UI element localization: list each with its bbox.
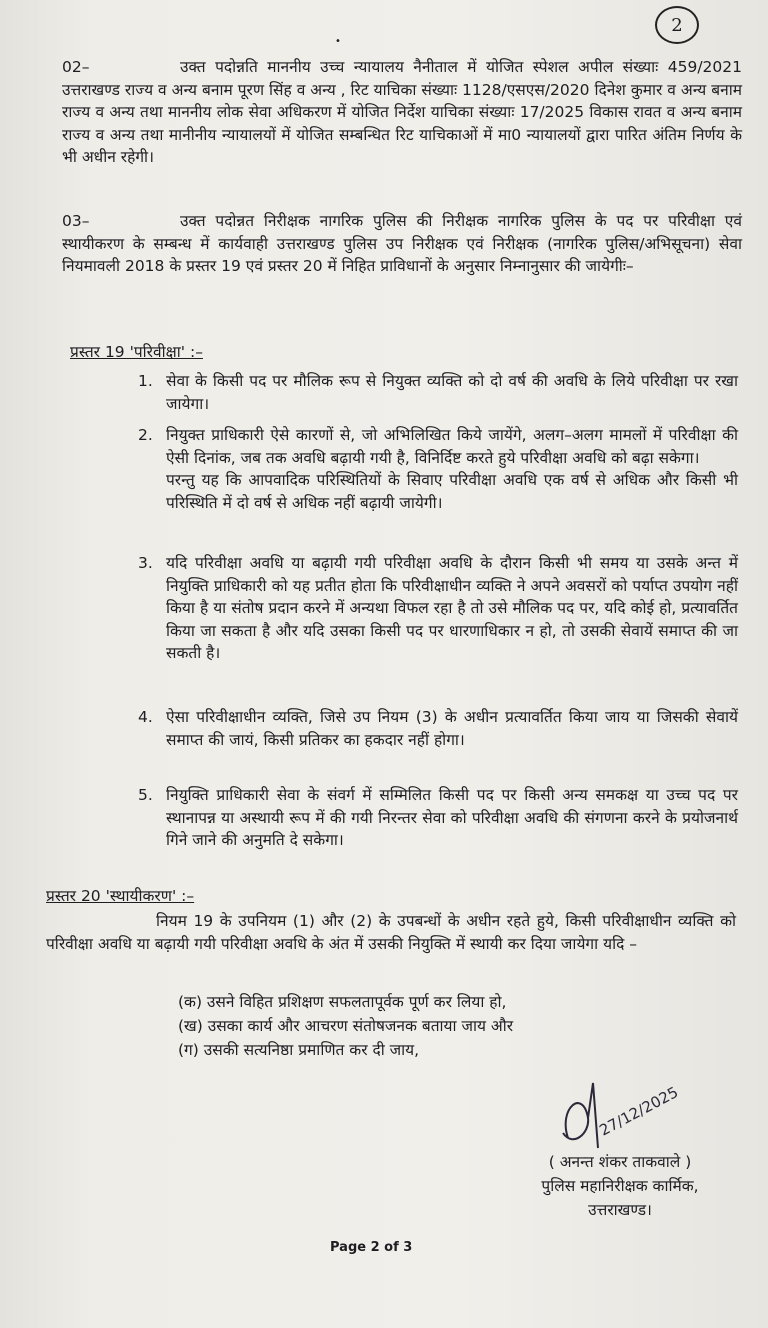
rule-20-text: नियम 19 के उपनियम (1) और (2) के उपबन्धों के अधीन रहते हुये, किसी परिवीक्षाधीन व्यक्ति को परिवीक्षा अवधि या बढ़ायी गयी परिवीक्षा अवधि के अंत में उसकी नियुक्ति में स्थायी कर दिया जायेगा यदि – bbox=[46, 912, 736, 953]
paragraph-number: 02– bbox=[62, 58, 90, 76]
paragraph-text: उक्त पदोन्नत निरीक्षक नागरिक पुलिस की निरीक्षक नागरिक पुलिस के पद पर परिवीक्षा एवं स्थायीकरण के सम्बन्ध में कार्यवाही उत्तराखण्ड पुलिस उप निरीक्षक एवं निरीक्षक (नागरिक पुलिस/अभिसूचना) सेवा नियमावली 2018 के प्रस्तर 19 एवं प्रस्तर 20 में निहित प्राविधानों के अनुसार निम्नानुसार की जायेगीः– bbox=[62, 212, 743, 275]
signature-date: 27/12/2025 bbox=[596, 1083, 682, 1140]
list-item bbox=[138, 370, 738, 415]
page-footer: Page 2 of 3 bbox=[330, 1240, 413, 1255]
page-marker-circle bbox=[655, 6, 699, 44]
section-heading-rule-20: प्रस्तर 20 'स्थायीकरण' :– bbox=[46, 887, 195, 905]
item-number: 4. bbox=[138, 708, 153, 726]
page-marker: 2 bbox=[671, 14, 683, 36]
item-number: 5. bbox=[138, 786, 153, 804]
item-text: नियुक्त प्राधिकारी ऐसे कारणों से, जो अभिलिखित किये जायेंगे, अलग–अलग मामलों में परिवीक्षा की ऐसी दिनांक, जब तक अवधि बढ़ायी गयी है, विनिर्दिष्ट करते हुये परिवीक्षा अवधि को बढ़ा सकेगा। bbox=[166, 426, 738, 467]
rule-20-conditions bbox=[178, 990, 658, 1062]
list-item bbox=[138, 784, 738, 852]
condition-ka: (क) उसने विहित प्रशिक्षण सफलतापूर्वक पूर्ण कर लिया हो, bbox=[178, 993, 507, 1011]
item-number: 3. bbox=[138, 554, 153, 572]
list-item bbox=[138, 706, 738, 751]
signatory-name: ( अनन्त शंकर ताकवाले ) bbox=[548, 1153, 692, 1171]
condition-ga: (ग) उसकी सत्यनिष्ठा प्रमाणित कर दी जाय, bbox=[178, 1041, 420, 1059]
item-text: सेवा के किसी पद पर मौलिक रूप से नियुक्त व्यक्ति को दो वर्ष की अवधि के लिये परिवीक्षा पर रखा जायेगा। bbox=[166, 372, 738, 413]
section-heading-rule-19: प्रस्तर 19 'परिवीक्षा' :– bbox=[70, 343, 203, 361]
paragraph-03 bbox=[62, 210, 742, 278]
stray-mark: • bbox=[335, 36, 341, 47]
item-number: 2. bbox=[138, 426, 153, 444]
signature-block bbox=[500, 1150, 740, 1222]
paragraph-text: उक्त पदोन्नति माननीय उच्च न्यायालय नैनीताल में योजित स्पेशल अपील संख्याः 459/2021 उत्तराखण्ड राज्य व अन्य बनाम पूरण सिंह व अन्य , रिट याचिका संख्याः 1128/एसएस/2020 दिनेश कुमार व अन्य बनाम राज्य व अन्य तथा माननीय लोक सेवा अधिकरण में योजित निर्देश याचिका संख्याः 17/2025 विकास रावत व अन्य बनाम राज्य व अन्य तथा मानीनीय न्यायालयों में योजित सम्बन्धित रिट याचिकाओं में मा0 न्यायालयों द्वारा पारित अंतिम निर्णय के भी अधीन रहेगी। bbox=[62, 58, 742, 166]
list-item bbox=[138, 424, 738, 514]
signature-scribble bbox=[548, 1078, 688, 1158]
signatory-designation: पुलिस महानिरीक्षक कार्मिक, bbox=[541, 1177, 699, 1195]
item-text: ऐसा परिवीक्षाधीन व्यक्ति, जिसे उप नियम (3) के अधीन प्रत्यावर्तित किया जाय या जिसकी सेवायें समाप्त की जायं, किसी प्रतिकर का हकदार नहीं होगा। bbox=[166, 708, 738, 749]
item-text: नियुक्ति प्राधिकारी सेवा के संवर्ग में सम्मिलित किसी पद पर किसी अन्य समकक्ष या उच्च पद पर स्थानापन्न या अस्थायी रूप में की गयी निरन्तर सेवा को परिवीक्षा अवधि की संगणना करने के प्रयोजनार्थ गिने जाने की अनुमति दे सकेगा। bbox=[166, 786, 738, 849]
paragraph-number: 03– bbox=[62, 212, 90, 230]
condition-kha: (ख) उसका कार्य और आचरण संतोषजनक बताया जाय और bbox=[178, 1017, 514, 1035]
item-proviso: परन्तु यह कि आपवादिक परिस्थितियों के सिवाए परिवीक्षा अवधि एक वर्ष से अधिक और किसी भी परिस्थिति में दो वर्ष से अधिक नहीं बढ़ायी जायेगी। bbox=[166, 471, 738, 512]
signatory-place: उत्तराखण्ड। bbox=[588, 1201, 652, 1219]
list-item bbox=[138, 552, 738, 665]
paragraph-02 bbox=[62, 56, 742, 169]
item-text: यदि परिवीक्षा अवधि या बढ़ायी गयी परिवीक्षा अवधि के दौरान किसी भी समय या उसके अन्त में नियुक्ति प्राधिकारी को यह प्रतीत होता कि परिवीक्षाधीन व्यक्ति ने अपने अवसरों को पर्याप्त उपयोग नहीं किया है या संतोष प्रदान करने में अन्यथा विफल रहा है तो उसे मौलिक पद पर, यदि कोई हो, प्रत्यावर्तित किया जा सकता है और यदि उसका किसी पद पर धारणाधिकार न हो, तो उसकी सेवायें समाप्त की जा सकती है। bbox=[166, 554, 738, 662]
item-number: 1. bbox=[138, 372, 153, 390]
